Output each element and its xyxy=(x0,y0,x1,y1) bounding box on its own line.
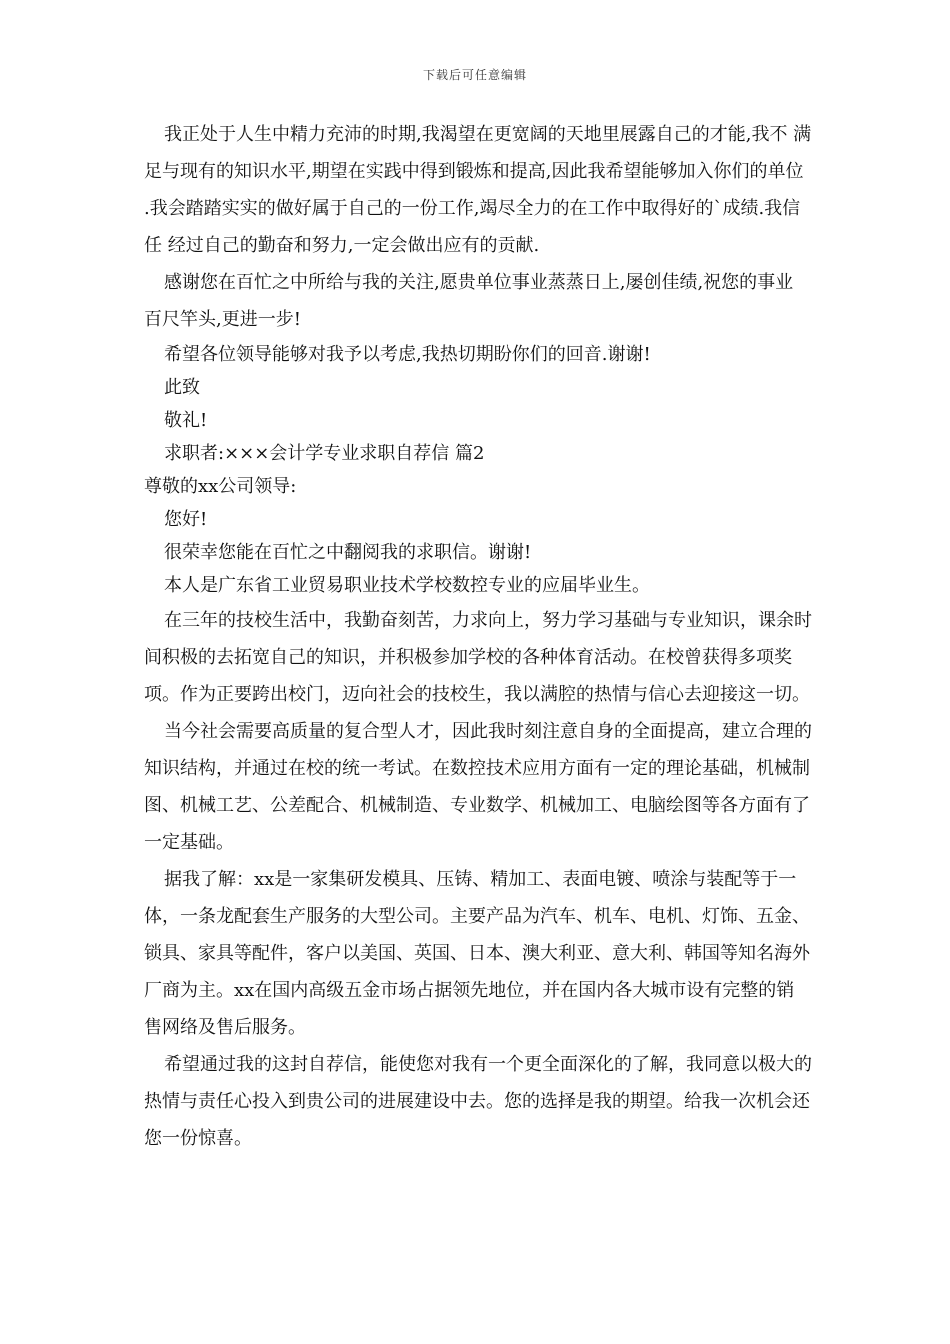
paragraph-thanks: 很荣幸您能在百忙之中翻阅我的求职信。谢谢! xyxy=(164,542,532,563)
greeting-line: 尊敬的xx公司领导: xyxy=(144,476,297,497)
paragraph-company: 据我了解：xx是一家集研发模具、压铸、精加工、表面电镀、喷涂与装配等于一体，一条龙配套生产服务的大型公司。主要产品为汽车、机车、电机、灯饰、五金、锁具、家具等配件，客户以美国、英国、日本、澳大利亚、意大利、韩国等知名海外厂商为主。xx在国内高级五金市场占据领先地位，并在国内各大城市设有完整的销售网络及售后服务。 xyxy=(144,869,810,1038)
signature-line: 求职者:×××会计学专业求职自荐信 篇2 xyxy=(164,443,485,464)
paragraph-skills: 当今社会需要高质量的复合型人才，因此我时刻注意自身的全面提高，建立合理的知识结构，并通过在校的统一考试。在数控技术应用方面有一定的理论基础，机械制图、机械工艺、公差配合、机械制造、专业数学、机械加工、电脑绘图等各方面有了一定基础。 xyxy=(144,721,812,853)
paragraph-school-life: 在三年的技校生活中，我勤奋刻苦，力求向上，努力学习基础与专业知识，课余时间积极的去拓宽自己的知识，并积极参加学校的各种体育活动。在校曾获得多项奖项。作为正要跨出校门，迈向社会的技校生，我以满腔的热情与信心去迎接这一切。 xyxy=(144,610,812,705)
paragraph-intro: 本人是广东省工业贸易职业技术学校数控专业的应届毕业生。 xyxy=(164,575,650,596)
header-note: 下载后可任意编辑 xyxy=(422,68,527,82)
paragraph-closing: 希望通过我的这封自荐信，能使您对我有一个更全面深化的了解，我同意以极大的热情与责任心投入到贵公司的进展建设中去。您的选择是我的期望。给我一次机会还您一份惊喜。 xyxy=(144,1054,812,1149)
closing-salutation: 此致 xyxy=(164,377,200,398)
paragraph-hello: 您好! xyxy=(164,509,208,530)
closing-respect: 敬礼! xyxy=(164,410,208,431)
document-body xyxy=(144,116,812,1157)
paragraph-3: 希望各位领导能够对我予以考虑,我热切期盼你们的回音.谢谢! xyxy=(164,344,651,365)
paragraph-1: 我正处于人生中精力充沛的时期,我渴望在更宽阔的天地里展露自己的才能,我不 满足与现有的知识水平,期望在实践中得到锻炼和提高,因此我希望能够加入你们的单位 .我会踏踏实实的做好属于自己的一份工作,竭尽全力的在工作中取得好的`成绩.我信任 经过自己的勤奋和努力,一定会做出应有的贡献. xyxy=(144,124,812,256)
paragraph-2: 感谢您在百忙之中所给与我的关注,愿贵单位事业蒸蒸日上,屡创佳绩,祝您的事业 百尺竿头,更进一步! xyxy=(144,272,794,330)
